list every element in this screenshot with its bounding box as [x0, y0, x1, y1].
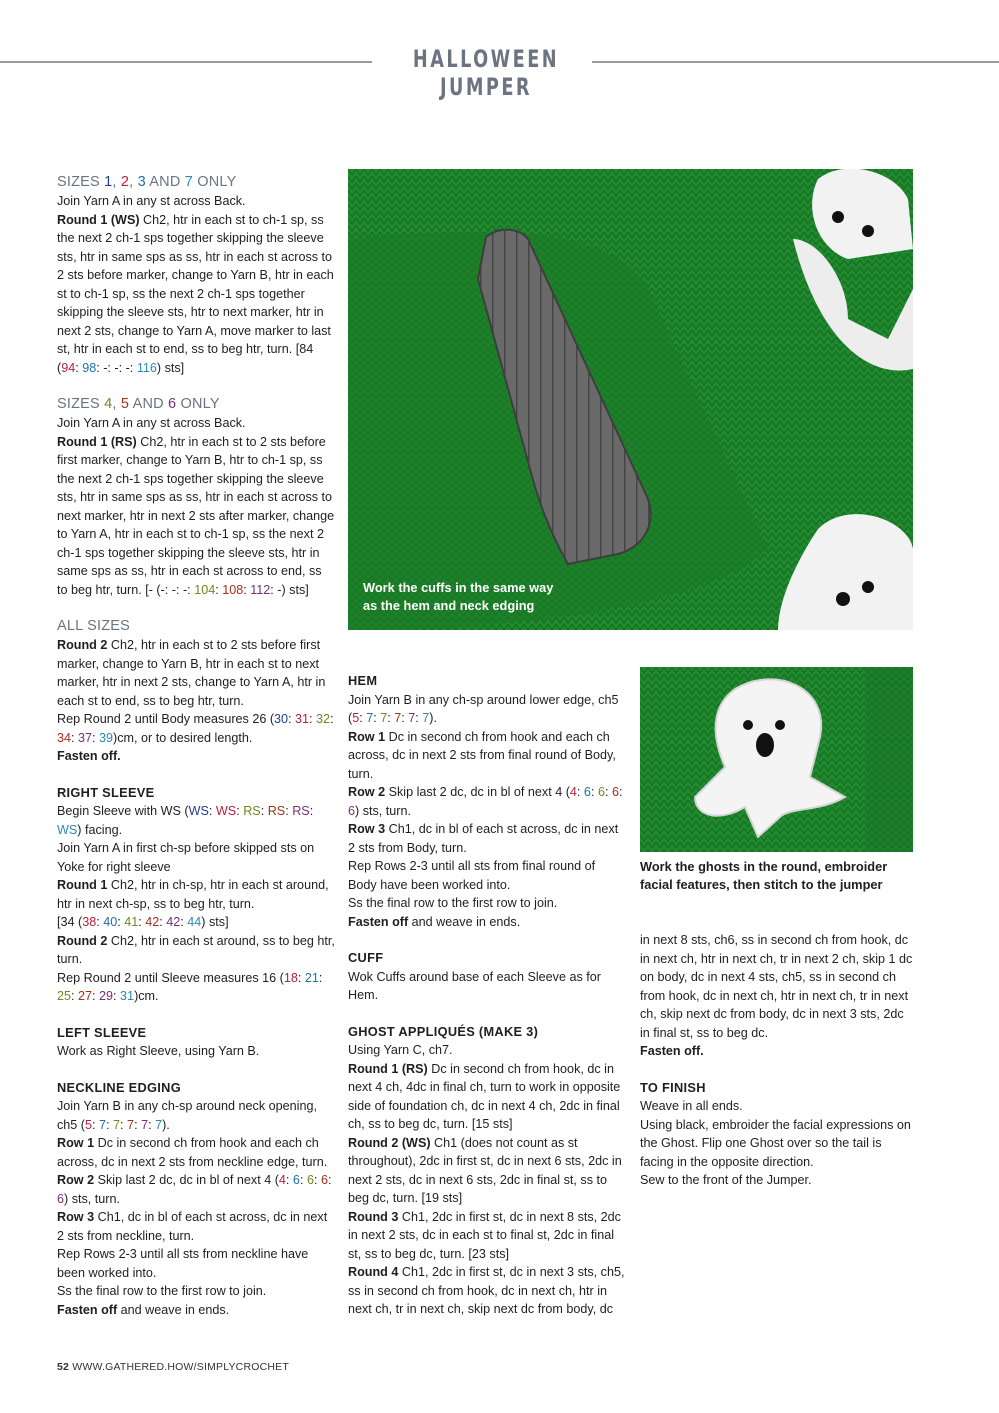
neckline-row-3: Row 3 Ch1, dc in bl of each st across, dc in next 2 sts from neckline, turn. — [57, 1210, 328, 1243]
neckline-edging-heading: NECKLINE EDGING — [57, 1079, 181, 1095]
sizes-4-5-6-heading: SIZES 4, 5 AND 6 ONLY — [57, 396, 220, 412]
cuff-photo — [348, 169, 913, 630]
cuff-photo-image — [348, 169, 913, 630]
right-sleeve-round-2: Round 2 Ch2, htr in each st around, ss to beg htr, turn. — [57, 933, 335, 966]
join-text: Join Yarn A in any st across Back. — [57, 194, 246, 208]
hem-row-2: Row 2 Skip last 2 dc, dc in bl of next 4 (4: 6: 6: 6: 6) sts, turn. — [348, 785, 623, 818]
page-footer — [57, 1361, 289, 1373]
ghost-photo — [640, 667, 913, 852]
footer-url: WWW.GATHERED.HOW/SIMPLYCROCHET — [72, 1361, 289, 1373]
ghost-using: Using Yarn C, ch7. — [348, 1043, 453, 1057]
column-middle — [348, 672, 626, 1319]
round-2-text: Round 2 Ch2, htr in each st to 2 sts before first marker, change to Yarn B, htr in each st to next marker, htr in next 2 sts, change to Yarn A, htr in each st to end, ss to beg htr, turn. — [57, 638, 326, 708]
neckline-join: Join Yarn B in any ch-sp around neck opening, ch5 (5: 7: 7: 7: 7: 7). — [57, 1099, 317, 1132]
neckline-repeat: Rep Rows 2-3 until all sts from neckline have been worked into. — [57, 1247, 309, 1280]
repeat-body-text: Rep Round 2 until Body measures 26 (30: 31: 32: 34: 37: 39)cm, or to desired length. — [57, 712, 334, 745]
all-sizes-heading: ALL SIZES — [57, 618, 130, 634]
right-sleeve-repeat: Rep Round 2 until Sleeve measures 16 (18: 21: 25: 27: 29: 31)cm. — [57, 970, 323, 1003]
join-text-2: Join Yarn A in any st across Back. — [57, 416, 246, 430]
finish-sew: Sew to the front of the Jumper. — [640, 1173, 812, 1187]
round-1-ws-text: Round 1 (WS) Ch2, htr in each st to ch-1 sp, ss the next 2 ch-1 sps together skipping the sleeve sts, htr in same sps as ss, htr in each st across to 2 sts before marker, change to Yarn B, htr in each st to ch-1 sp, ss the next 2 ch-1 sps together skipping the sleeve sts, htr to next marker, htr in next 2 sts, change to Yarn A, move marker to last st, htr in each st to end, ss to beg htr, turn. [84 (94: 98: -: -: -: 116) sts] — [57, 212, 334, 375]
header-rule-left — [0, 61, 372, 63]
fasten-off-text: Fasten off. — [57, 749, 121, 763]
round-1-rs-text: Round 1 (RS) Ch2, htr in each st to 2 sts before first marker, change to Yarn B, htr to ch-1 sp, ss the next 2 ch-1 sps together skipping the sleeve sts, htr in same sps as ss, htr in each st across to next marker, htr in next 2 sts after marker, change to Yarn A, htr in each st to ch-1 sp, ss the next 2 ch-1 sps together skipping the sleeve sts, htr in same sps as ss, htr in each st across to end, ss to beg htr, turn. [- (-: -: -: 104: 108: 112: -) sts] — [57, 434, 335, 597]
to-finish-heading: TO FINISH — [640, 1079, 706, 1095]
cuff-text: Wok Cuffs around base of each Sleeve as for Hem. — [348, 969, 601, 1002]
left-sleeve-text: Work as Right Sleeve, using Yarn B. — [57, 1044, 260, 1058]
ghost-round-3: Round 3 Ch1, 2dc in first st, dc in next 8 sts, 2dc in next 2 sts, dc in each st to final st, 2dc in final st, ss to beg dc, turn. [23 sts] — [348, 1209, 621, 1261]
right-sleeve-heading: RIGHT SLEEVE — [57, 784, 155, 800]
hem-row-3: Row 3 Ch1, dc in bl of each st across, dc in next 2 sts from Body, turn. — [348, 822, 619, 855]
neckline-fasten: Fasten off and weave in ends. — [57, 1302, 230, 1317]
hem-repeat: Rep Rows 2-3 until all sts from final round of Body have been worked into. — [348, 859, 596, 892]
ghost-round-4-continued: in next 8 sts, ch6, ss in second ch from hook, dc in next ch, htr in next ch, tr in next 2 ch, skip 1 dc on body, dc in next 4 sts, ch5, ss in second ch from hook, dc in next ch, htr in next ch, tr in next ch, skip next dc from body, dc in next 3 sts, 2dc in final st, ss to beg dc. — [640, 933, 913, 1040]
right-sleeve-join: Join Yarn A in first ch-sp before skipped sts on Yoke for right sleeve — [57, 841, 315, 874]
ghost-round-2: Round 2 (WS) Ch1 (does not count as st throughout), 2dc in first st, dc in next 6 sts, 2dc in next 2 sts, dc in next 6 sts, 2dc in final st, ss to beg dc, turn. [19 sts] — [348, 1135, 622, 1205]
right-sleeve-round-1: Round 1 Ch2, htr in ch-sp, htr in each st around, htr in next ch-sp, ss to beg htr, turn. [34 (38: 40: 41: 42: 42: 44) sts] — [57, 878, 329, 929]
sizes-1-2-3-7-heading: SIZES 1, 2, 3 AND 7 ONLY — [57, 174, 237, 190]
page-number: 52 — [57, 1361, 70, 1373]
ghost-photo-caption: Work the ghosts in the round, embroider facial features, then stitch to the jumper — [640, 859, 888, 892]
hem-heading: HEM — [348, 673, 378, 688]
page-title: HALLOWEEN JUMPER — [412, 45, 560, 101]
hem-fasten: Fasten off and weave in ends. — [348, 914, 521, 929]
ghost-round-1: Round 1 (RS) Dc in second ch from hook, dc in next 4 ch, 4dc in final ch, turn to work in opposite side of foundation ch, dc in next 4 ch, 2dc in final ch, ss to beg dc, turn. [15 sts] — [348, 1061, 621, 1131]
cuff-photo-caption: Work the cuffs in the same way as the hem and neck edging — [363, 580, 554, 613]
ghost-round-4: Round 4 Ch1, 2dc in first st, dc in next 3 sts, ch5, ss in second ch from hook, dc in next ch, htr in next ch, tr in next ch, skip next dc from body, dc — [348, 1265, 625, 1316]
finish-weave: Weave in all ends. — [640, 1099, 743, 1113]
right-sleeve-begin: Begin Sleeve with WS (WS: WS: RS: RS: RS: WS) facing. — [57, 804, 314, 837]
ghost-appliques-heading: GHOST APPLIQUÉS (MAKE 3) — [348, 1023, 539, 1039]
column-right — [640, 931, 916, 1190]
hem-join: Join Yarn B in any ch-sp around lower edge, ch5 (5: 7: 7: 7: 7: 7). — [348, 692, 619, 725]
neckline-row-2: Row 2 Skip last 2 dc, dc in bl of next 4 (4: 6: 6: 6: 6) sts, turn. — [57, 1173, 332, 1206]
ghost-fasten-off: Fasten off. — [640, 1044, 704, 1058]
header-rule-right — [592, 61, 999, 63]
hem-ss: Ss the final row to the first row to join. — [348, 896, 558, 910]
neckline-row-1: Row 1 Dc in second ch from hook and each ch across, dc in next 2 sts from neckline edge, turn. — [57, 1136, 328, 1169]
neckline-ss: Ss the final row to the first row to join. — [57, 1284, 267, 1298]
hem-row-1: Row 1 Dc in second ch from hook and each ch across, dc in next 2 sts from final round of Body, turn. — [348, 729, 616, 781]
cuff-heading: CUFF — [348, 950, 384, 965]
column-left — [57, 172, 335, 1319]
left-sleeve-heading: LEFT SLEEVE — [57, 1024, 147, 1040]
finish-embroider: Using black, embroider the facial expressions on the Ghost. Flip one Ghost over so the tail is facing in the opposite direction. — [640, 1117, 911, 1169]
ghost-photo-image — [640, 667, 913, 852]
